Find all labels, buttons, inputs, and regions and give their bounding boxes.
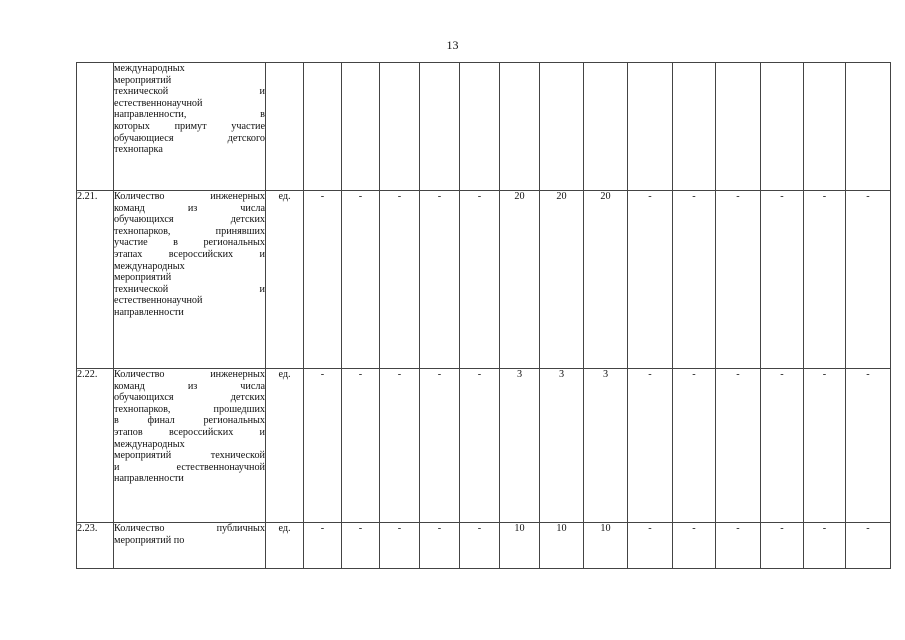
table-row: [77, 523, 891, 569]
indicator-name-line: международных: [114, 260, 185, 272]
indicator-name: [114, 523, 266, 569]
indicator-name-line: международных: [114, 438, 185, 450]
value-cell: -: [761, 523, 804, 569]
value-cell: 3: [584, 369, 628, 523]
value-cell: -: [460, 191, 500, 369]
indicator-name-line: Количество публичных: [114, 523, 265, 534]
value-cell: [716, 63, 761, 191]
indicator-name-line: Количество инженерных: [114, 369, 265, 380]
indicator-name-line: естественнонаучной: [114, 97, 203, 109]
indicator-name-line: обучающихся детских: [114, 392, 265, 404]
indicator-name: [114, 191, 266, 369]
table-row: [77, 63, 891, 191]
value-cell: -: [804, 523, 846, 569]
row-number: 2.22.: [77, 369, 114, 523]
indicator-name-line: направленности, в: [114, 109, 265, 121]
indicator-name-line: технопарков, принявших: [114, 225, 265, 237]
value-cell: 3: [500, 369, 540, 523]
value-cell: -: [304, 369, 342, 523]
unit-cell: [266, 63, 304, 191]
value-cell: -: [628, 369, 673, 523]
indicator-name-line: международных: [114, 63, 185, 74]
value-cell: -: [804, 369, 846, 523]
page-number: 13: [446, 38, 459, 52]
value-cell: [673, 63, 716, 191]
indicator-name-line: направленности: [114, 473, 184, 485]
unit-cell: ед.: [266, 369, 304, 523]
value-cell: [500, 63, 540, 191]
value-cell: [804, 63, 846, 191]
value-cell: [304, 63, 342, 191]
indicator-name-line: Количество инженерных: [114, 191, 265, 202]
indicator-name-line: обучающихся детских: [114, 214, 265, 226]
indicator-name-line: мероприятий по: [114, 534, 185, 546]
value-cell: [761, 63, 804, 191]
value-cell: -: [628, 191, 673, 369]
value-cell: 10: [584, 523, 628, 569]
value-cell: -: [846, 369, 891, 523]
indicator-name-line: мероприятий: [114, 272, 172, 284]
value-cell: 3: [540, 369, 584, 523]
indicator-name-line: в финал региональных: [114, 415, 265, 427]
indicator-name-line: технопарка: [114, 144, 163, 156]
value-cell: -: [380, 191, 420, 369]
indicator-name-line: естественнонаучной: [114, 295, 203, 307]
value-cell: -: [380, 369, 420, 523]
value-cell: -: [420, 369, 460, 523]
value-cell: -: [716, 369, 761, 523]
value-cell: [584, 63, 628, 191]
value-cell: -: [628, 523, 673, 569]
indicator-name-line: этапов всероссийских и: [114, 426, 265, 438]
indicator-name-line: команд из числа: [114, 202, 265, 214]
value-cell: 20: [540, 191, 584, 369]
indicator-name: [114, 369, 266, 523]
row-number: 2.21.: [77, 191, 114, 369]
indicator-name-line: мероприятий технической: [114, 450, 265, 462]
value-cell: [460, 63, 500, 191]
table-row: [77, 191, 891, 369]
value-cell: 20: [584, 191, 628, 369]
indicator-name-line: и естественнонаучной: [114, 461, 265, 473]
value-cell: -: [304, 191, 342, 369]
value-cell: -: [673, 369, 716, 523]
value-cell: -: [761, 369, 804, 523]
value-cell: -: [420, 191, 460, 369]
value-cell: -: [846, 523, 891, 569]
unit-cell: ед.: [266, 523, 304, 569]
indicator-name-line: направленности: [114, 306, 184, 318]
value-cell: -: [342, 369, 380, 523]
value-cell: -: [380, 523, 420, 569]
indicators-table: [76, 62, 891, 569]
value-cell: [342, 63, 380, 191]
unit-cell: ед.: [266, 191, 304, 369]
table-row: [77, 369, 891, 523]
indicator-name-line: мероприятий: [114, 74, 172, 86]
value-cell: [846, 63, 891, 191]
value-cell: 20: [500, 191, 540, 369]
value-cell: -: [673, 191, 716, 369]
indicator-name-line: команд из числа: [114, 380, 265, 392]
row-number: 2.23.: [77, 523, 114, 569]
indicator-name-line: технопарков, прошедших: [114, 403, 265, 415]
indicator-name-line: обучающиеся детского: [114, 132, 265, 144]
value-cell: -: [342, 523, 380, 569]
value-cell: -: [304, 523, 342, 569]
indicator-name-line: технической и: [114, 283, 265, 295]
indicator-name-line: участие в региональных: [114, 237, 265, 249]
value-cell: -: [804, 191, 846, 369]
value-cell: [628, 63, 673, 191]
value-cell: [420, 63, 460, 191]
value-cell: 10: [540, 523, 584, 569]
value-cell: -: [460, 369, 500, 523]
value-cell: -: [673, 523, 716, 569]
value-cell: -: [342, 191, 380, 369]
value-cell: -: [716, 191, 761, 369]
value-cell: 10: [500, 523, 540, 569]
value-cell: -: [460, 523, 500, 569]
row-number: [77, 63, 114, 191]
value-cell: -: [716, 523, 761, 569]
value-cell: -: [846, 191, 891, 369]
indicator-name-line: которых примут участие: [114, 120, 265, 132]
value-cell: [540, 63, 584, 191]
value-cell: -: [420, 523, 460, 569]
indicator-name: [114, 63, 266, 191]
value-cell: -: [761, 191, 804, 369]
indicator-name-line: этапах всероссийских и: [114, 248, 265, 260]
value-cell: [380, 63, 420, 191]
indicator-name-line: технической и: [114, 86, 265, 98]
